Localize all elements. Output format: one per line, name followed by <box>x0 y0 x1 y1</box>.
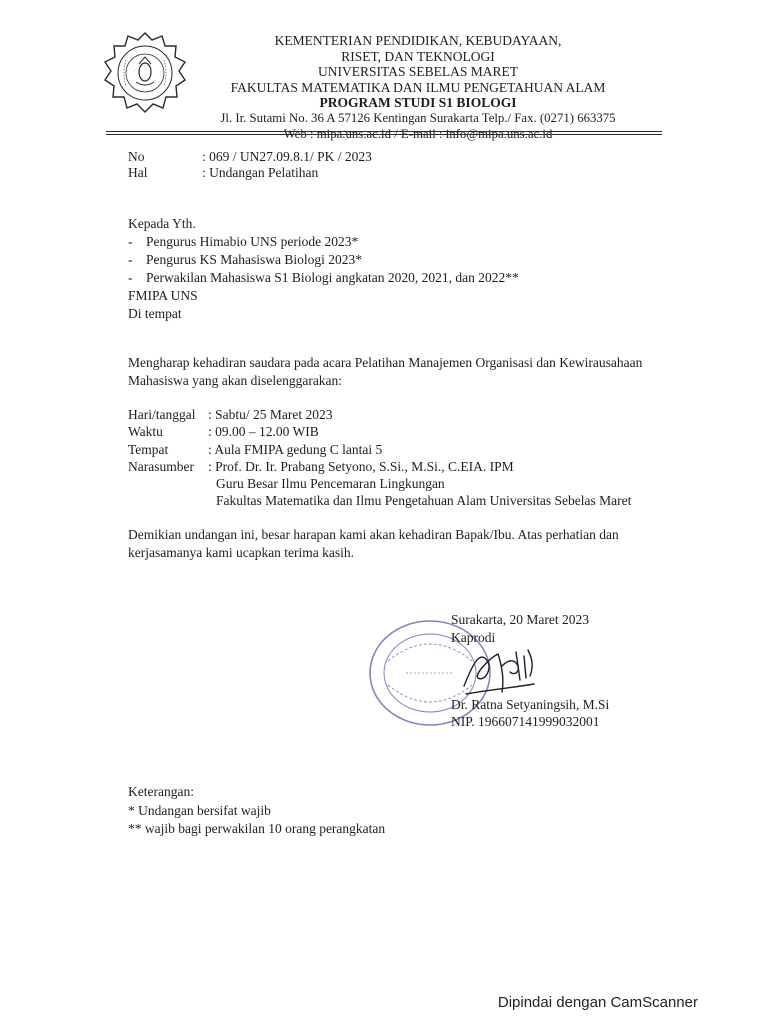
closing-line-1: Demikian undangan ini, besar harapan kami akan kehadiran Bapak/Ibu. Atas perhatian dan <box>128 527 619 542</box>
notes-title: Keterangan: <box>128 784 194 799</box>
list-dash: - <box>128 234 133 249</box>
ministry-line-2: RISET, DAN TEKNOLOGI <box>341 48 495 64</box>
note-1: * Undangan bersifat wajib <box>128 803 271 818</box>
intro-line-2: Mahasiswa yang akan diselenggarakan: <box>128 373 343 388</box>
scanner-watermark: Dipindai dengan CamScanner <box>497 994 698 1011</box>
recipient-org: FMIPA UNS <box>128 288 198 303</box>
place-value: : Aula FMIPA gedung C lantai 5 <box>208 442 383 457</box>
letterhead-divider-thin <box>106 134 662 135</box>
speaker-label: Narasumber <box>128 459 194 474</box>
letterhead-divider-thick <box>106 131 662 132</box>
note-2: ** wajib bagi perwakilan 10 orang perangkatan <box>128 821 386 836</box>
recipient-item-3: Perwakilan Mahasiswa S1 Biologi angkatan 2020, 2021, dan 2022** <box>146 270 519 285</box>
time-value: : 09.00 – 12.00 WIB <box>208 424 319 439</box>
program-name: PROGRAM STUDI S1 BIOLOGI <box>319 95 517 111</box>
closing-line-2: kerjasamanya kami ucapkan terima kasih. <box>128 545 355 560</box>
intro-line-1: Mengharap kehadiran saudara pada acara Pelatihan Manajemen Organisasi dan Kewirausahaan <box>128 355 643 370</box>
speaker-affiliation: Fakultas Matematika dan Ilmu Pengetahuan Alam Universitas Sebelas Maret <box>216 493 632 508</box>
date-value: : Sabtu/ 25 Maret 2023 <box>208 407 333 422</box>
letterhead <box>200 33 636 142</box>
signer-role: Kaprodi <box>451 630 496 645</box>
subject-value: : Undangan Pelatihan <box>202 165 319 180</box>
recipient-item-2: Pengurus KS Mahasiswa Biologi 2023* <box>146 252 362 267</box>
web-email: Web : mipa.uns.ac.id / E-mail : info@mipa.uns.ac.id <box>283 126 553 141</box>
place-label: Tempat <box>128 442 169 457</box>
signer-name: Dr. Ratna Setyaningsih, M.Si <box>451 697 610 712</box>
number-value: : 069 / UN27.09.8.1/ PK / 2023 <box>202 149 372 164</box>
list-dash: - <box>128 252 133 267</box>
university-name: UNIVERSITAS SEBELAS MARET <box>318 64 518 80</box>
subject-label: Hal <box>128 165 148 180</box>
ministry-line-1: KEMENTERIAN PENDIDIKAN, KEBUDAYAAN, <box>274 33 562 48</box>
recipient-place: Di tempat <box>128 306 182 321</box>
speaker-title: Guru Besar Ilmu Pencemaran Lingkungan <box>216 476 445 491</box>
university-seal-icon <box>102 30 188 116</box>
recipient-item-1: Pengurus Himabio UNS periode 2023* <box>146 234 359 249</box>
date-label: Hari/tanggal <box>128 407 196 422</box>
city-date: Surakarta, 20 Maret 2023 <box>451 612 589 627</box>
speaker-value: : Prof. Dr. Ir. Prabang Setyono, S.Si., M.Si., C.EIA. IPM <box>208 459 514 474</box>
signer-nip: NIP. 196607141999032001 <box>451 714 600 729</box>
time-label: Waktu <box>128 424 163 439</box>
list-dash: - <box>128 270 133 285</box>
greeting: Kepada Yth. <box>128 216 196 231</box>
number-label: No <box>128 149 145 164</box>
address: Jl. Ir. Sutami No. 36 A 57126 Kentingan Surakarta Telp./ Fax. (0271) 663375 <box>220 110 616 125</box>
faculty-name: FAKULTAS MATEMATIKA DAN ILMU PENGETAHUAN ALAM <box>230 79 606 95</box>
